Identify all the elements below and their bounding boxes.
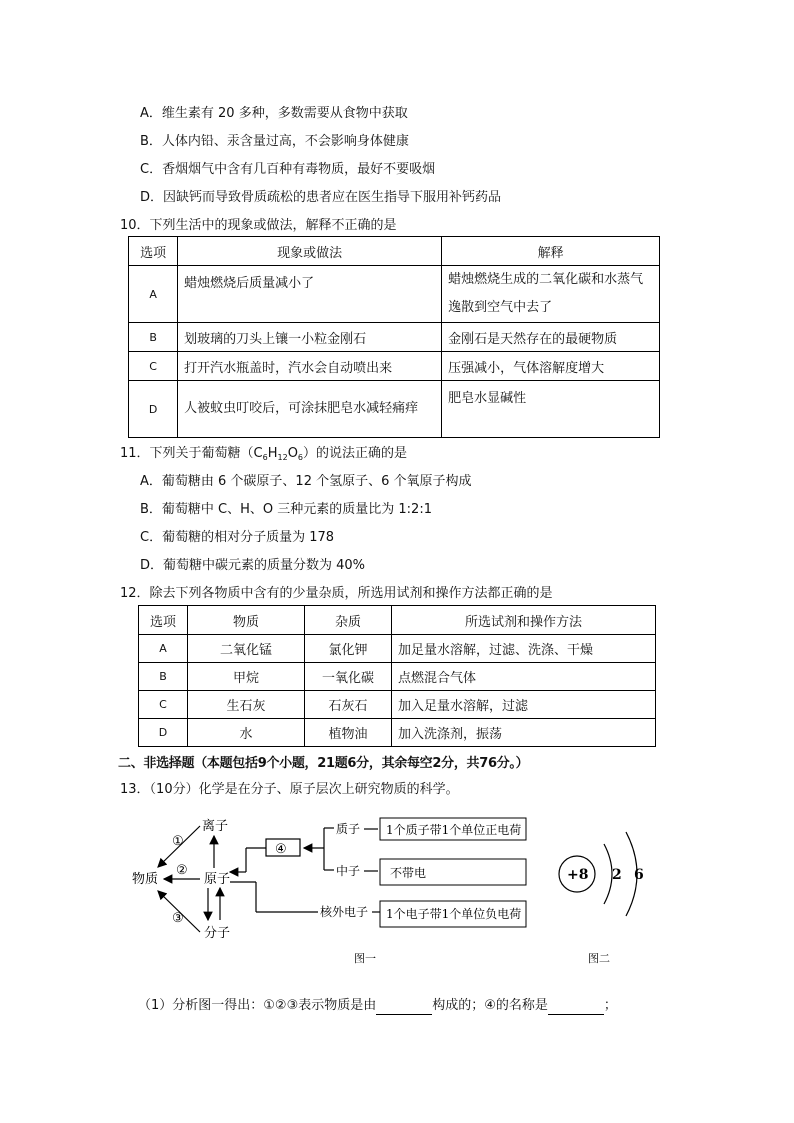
row-option: D [129, 381, 178, 438]
row-impurity: 一氧化碳 [305, 663, 392, 691]
answer-blank-1[interactable] [376, 1000, 432, 1015]
circle-4: ④ [275, 842, 287, 857]
q13-stem: 13．（10分）化学是在分子、原子层次上研究物质的科学。 [120, 782, 459, 797]
q10-table [128, 236, 660, 438]
row-method: 点燃混合气体 [392, 663, 656, 691]
q11-o: O [287, 446, 298, 461]
row-explanation: 金刚石是天然存在的最硬物质 [442, 323, 660, 352]
table-row [139, 719, 656, 747]
section-2-heading: 二、非选择题（本题包括9个小题，21题6分，其余每空2分，共76分。） [118, 756, 529, 771]
shell-2-electrons: 6 [634, 867, 644, 883]
row-substance: 水 [188, 719, 305, 747]
row-impurity: 氯化钾 [305, 635, 392, 663]
row-option: C [139, 691, 188, 719]
circle-3: ③ [172, 911, 184, 926]
table-row [139, 635, 656, 663]
row-explanation: 压强减小，气体溶解度增大 [442, 352, 660, 381]
header-option: 选项 [139, 606, 188, 635]
row-option: C [129, 352, 178, 381]
shell-1-electrons: 2 [612, 867, 622, 883]
nucleus-charge: +8 [567, 867, 589, 883]
q12-stem: 12．除去下列各物质中含有的少量杂质，所选用试剂和操作方法都正确的是 [120, 586, 553, 601]
header-substance: 物质 [188, 606, 305, 635]
caption-figure-1: 图一 [354, 952, 376, 965]
header-explanation: 解释 [442, 237, 660, 266]
proton-desc: 1个质子带1个单位正电荷 [386, 823, 522, 837]
table-row [129, 352, 660, 381]
figure-1-diagram [128, 812, 548, 972]
row-phenomenon: 蜡烛燃烧后质量减小了 [178, 266, 442, 323]
q11-option-c: C．葡萄糖的相对分子质量为 178 [140, 530, 335, 545]
row-option: D [139, 719, 188, 747]
shell-1-arc [604, 844, 612, 904]
q9-option-a: A．维生素有 20 多种，多数需要从食物中获取 [140, 106, 408, 121]
row-substance: 生石灰 [188, 691, 305, 719]
electron-desc: 1个电子带1个单位负电荷 [386, 907, 522, 921]
row-explanation: 蜡烛燃烧生成的二氧化碳和水蒸气逸散到空气中去了 [442, 266, 660, 323]
row-impurity: 石灰石 [305, 691, 392, 719]
row-phenomenon: 人被蚊虫叮咬后，可涂抹肥皂水减轻痛痒 [178, 381, 442, 438]
row-method: 加入足量水溶解，过滤 [392, 691, 656, 719]
row-substance: 二氧化锰 [188, 635, 305, 663]
q11-option-a: A．葡萄糖由 6 个碳原子、12 个氢原子、6 个氧原子构成 [140, 474, 472, 489]
q11-option-b: B．葡萄糖中 C、H、O 三种元素的质量比为 1:2:1 [140, 502, 432, 517]
label-molecule: 分子 [204, 926, 231, 941]
table-row [129, 381, 660, 438]
arrow-ion-matter [158, 826, 200, 867]
row-option: A [139, 635, 188, 663]
q9-option-d: D．因缺钙而导致骨质疏松的患者应在医生指导下服用补钙药品 [140, 190, 502, 205]
part1-text-a: （1）分析图一得出：①②③表示物质是由 [138, 998, 377, 1013]
label-atom: 原子 [204, 872, 231, 887]
row-method: 加入洗涤剂，振荡 [392, 719, 656, 747]
q9-option-b: B．人体内铅、汞含量过高，不会影响身体健康 [140, 134, 409, 149]
label-matter: 物质 [132, 872, 159, 887]
row-option: B [129, 323, 178, 352]
table-row [139, 691, 656, 719]
q11-sub-c: 6 [262, 453, 268, 462]
q11-sub-o: 6 [297, 453, 304, 462]
row-substance: 甲烷 [188, 663, 305, 691]
table-row [139, 663, 656, 691]
row-option: B [139, 663, 188, 691]
q11-stem [120, 445, 407, 467]
q11-h: H [267, 446, 278, 461]
row-phenomenon: 划玻璃的刀头上镶一小粒金刚石 [178, 323, 442, 352]
header-option: 选项 [129, 237, 178, 266]
label-ion: 离子 [202, 819, 229, 834]
label-electron: 核外电子 [320, 905, 369, 919]
header-impurity: 杂质 [305, 606, 392, 635]
row-phenomenon: 打开汽水瓶盖时，汽水会自动喷出来 [178, 352, 442, 381]
header-method: 所选试剂和操作方法 [392, 606, 656, 635]
part1-text-b: 构成的；④的名称是 [432, 998, 548, 1013]
answer-blank-2[interactable] [548, 1000, 604, 1015]
q10-stem: 10．下列生活中的现象或做法，解释不正确的是 [120, 218, 397, 233]
circle-2: ② [176, 863, 188, 878]
table-header-row [129, 237, 660, 266]
part1-text-c: ； [603, 998, 617, 1013]
label-neutron: 中子 [336, 864, 361, 878]
table-row [129, 266, 660, 323]
q12-table [138, 605, 656, 747]
row-impurity: 植物油 [305, 719, 392, 747]
q13-part-1 [138, 997, 617, 1015]
row-option: A [129, 266, 178, 323]
row-method: 加足量水溶解，过滤、洗涤、干燥 [392, 635, 656, 663]
row-explanation: 肥皂水显碱性 [442, 381, 660, 438]
caption-figure-2: 图二 [588, 952, 610, 965]
label-proton: 质子 [336, 822, 361, 836]
neutron-desc: 不带电 [390, 866, 427, 880]
q11-stem-pre: 11．下列关于葡萄糖（C [120, 446, 263, 461]
q11-option-d: D．葡萄糖中碳元素的质量分数为 40% [140, 558, 366, 573]
figure-2-diagram [548, 812, 658, 972]
q9-option-c: C．香烟烟气中含有几百种有毒物质，最好不要吸烟 [140, 162, 436, 177]
circle-1: ① [172, 834, 184, 849]
q11-stem-post: ）的说法正确的是 [303, 446, 408, 461]
header-phenomenon: 现象或做法 [178, 237, 442, 266]
q11-sub-h: 12 [277, 453, 288, 462]
table-header-row [139, 606, 656, 635]
table-row [129, 323, 660, 352]
